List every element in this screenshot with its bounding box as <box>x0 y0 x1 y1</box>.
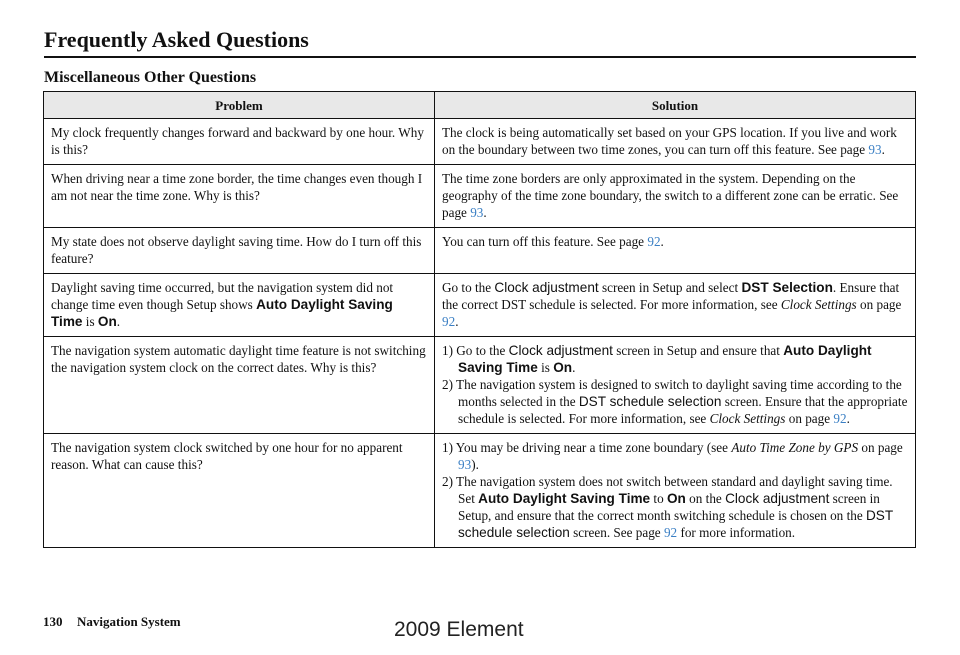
step-text: . <box>846 411 850 426</box>
step-text: 1) You may be driving near a time zone boundary (see <box>442 440 732 455</box>
setting-value: On <box>553 360 573 375</box>
page-title: Frequently Asked Questions <box>44 27 309 52</box>
solution-text: Go to the <box>442 280 495 295</box>
step-text: on the <box>685 491 726 506</box>
table-row <box>44 119 916 165</box>
solution-text: . <box>455 314 459 329</box>
page-link[interactable]: 92 <box>663 525 678 540</box>
solution-text: screen in Setup and select <box>598 280 742 295</box>
page-link[interactable]: 93 <box>470 205 484 220</box>
reference-title: Clock Settings <box>709 411 786 426</box>
table-row <box>44 165 916 228</box>
table-header-row <box>44 92 916 119</box>
step-text: to <box>650 491 667 506</box>
screen-name: DST schedule selection <box>458 508 893 540</box>
problem-text: is <box>82 314 98 329</box>
screen-name: Clock adjustment <box>508 343 613 358</box>
problem-cell: When driving near a time zone border, the time changes even though I am not near the time zone. Why is this? <box>44 165 435 228</box>
step-text: 1) Go to the <box>442 343 509 358</box>
solution-cell <box>435 434 916 548</box>
problem-cell: The navigation system automatic daylight time feature is not switching the navigation system clock on the correct dates. Why is this? <box>44 337 435 434</box>
header-problem: Problem <box>44 92 435 119</box>
problem-text: Daylight saving time occurred, but the navigation system did not change time even though Setup shows <box>51 280 394 312</box>
step-text: for more information. <box>677 525 796 540</box>
solution-text: . <box>660 234 664 249</box>
step-text: screen. See page <box>569 525 664 540</box>
step-item <box>442 473 908 541</box>
page-link[interactable]: 92 <box>833 411 847 426</box>
step-text: ). <box>471 457 479 472</box>
screen-name: Clock adjustment <box>725 491 830 506</box>
watermark: 2009 Element <box>394 618 524 641</box>
header-solution: Solution <box>435 92 916 119</box>
setting-value: On <box>97 314 117 329</box>
step-text: on page <box>785 411 834 426</box>
screen-name: Clock adjustment <box>494 280 599 295</box>
page-link[interactable]: 92 <box>442 314 456 329</box>
table-row <box>44 434 916 548</box>
setting-name: Auto Daylight Saving Time <box>478 491 651 506</box>
page-link[interactable]: 93 <box>868 142 882 157</box>
solution-cell <box>435 228 916 274</box>
problem-cell: My state does not observe daylight saving time. How do I turn off this feature? <box>44 228 435 274</box>
step-item <box>442 376 908 427</box>
faq-table <box>43 91 916 548</box>
problem-cell: The navigation system clock switched by one hour for no apparent reason. What can cause this? <box>44 434 435 548</box>
table-row <box>44 274 916 337</box>
solution-steps <box>442 439 908 541</box>
step-item <box>442 342 908 376</box>
footer-title: Navigation System <box>77 614 181 629</box>
step-text: screen in Setup, and ensure that the correct month switching schedule is chosen on the <box>458 491 880 523</box>
title-divider <box>44 56 916 58</box>
solution-text: The clock is being automatically set based on your GPS location. If you live and work on the boundary between two time zones, you can turn off this feature. See page <box>442 125 897 157</box>
solution-text: . Ensure that the correct DST schedule is selected. For more information, see <box>442 280 900 312</box>
solution-text: . <box>881 142 885 157</box>
problem-text: . <box>116 314 121 329</box>
section-heading: Miscellaneous Other Questions <box>44 69 257 86</box>
solution-text: on page <box>856 297 902 312</box>
table-row <box>44 228 916 274</box>
step-text: screen in Setup and ensure that <box>612 343 784 358</box>
reference-title: Auto Time Zone by GPS <box>731 440 859 455</box>
step-text: 2) The navigation system is designed to switch to daylight saving time according to the months selected in the <box>442 377 902 409</box>
reference-title: Clock Settings <box>780 297 857 312</box>
page-link[interactable]: 93 <box>458 457 472 472</box>
problem-cell: My clock frequently changes forward and backward by one hour. Why is this? <box>44 119 435 165</box>
solution-cell <box>435 274 916 337</box>
problem-cell <box>44 274 435 337</box>
step-text: on page <box>858 440 903 455</box>
solution-cell <box>435 119 916 165</box>
setting-name: Auto Daylight Saving Time <box>51 297 393 329</box>
step-text: . <box>572 360 576 375</box>
setting-name: DST Selection <box>741 280 833 295</box>
solution-text: You can turn off this feature. See page <box>442 234 648 249</box>
setting-value: On <box>666 491 686 506</box>
setting-name: Auto Daylight Saving Time <box>458 343 872 375</box>
solution-text: . <box>483 205 487 220</box>
page-link[interactable]: 92 <box>647 234 661 249</box>
solution-cell <box>435 337 916 434</box>
screen-name: DST schedule selection <box>578 394 722 409</box>
solution-text: The time zone borders are only approximated in the system. Depending on the geography of the time zone boundary, the switch to a different zone can be erratic. See page <box>442 171 899 220</box>
step-item <box>442 439 908 473</box>
step-text: is <box>537 360 554 375</box>
solution-cell <box>435 165 916 228</box>
table-row <box>44 337 916 434</box>
step-text: screen. Ensure that the appropriate schedule is selected. For more information, see <box>458 394 908 426</box>
step-text: 2) The navigation system does not switch between standard and daylight saving time. Set <box>442 474 893 506</box>
page-number: 130 <box>43 614 63 629</box>
solution-steps <box>442 342 908 427</box>
